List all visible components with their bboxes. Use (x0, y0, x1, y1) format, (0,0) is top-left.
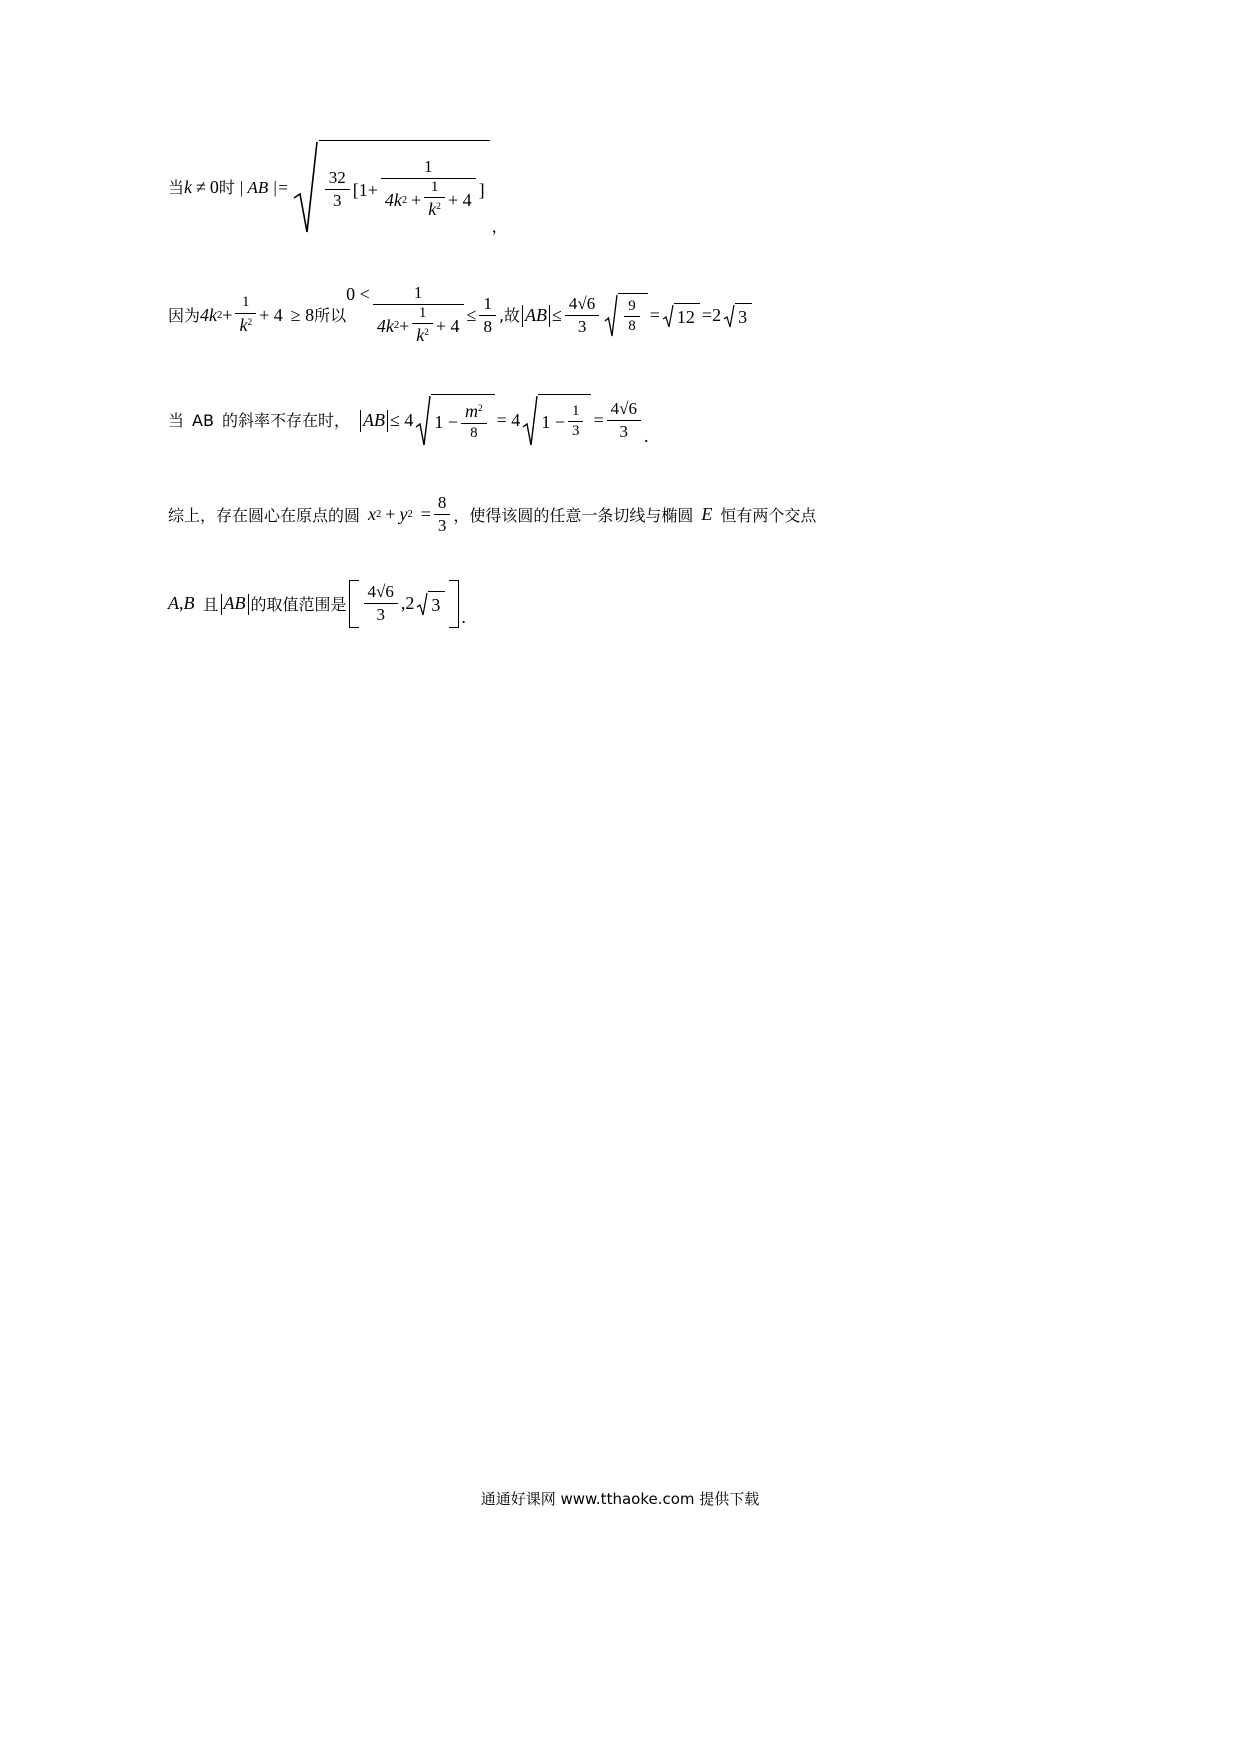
k-sym: k (416, 324, 425, 345)
line2-frac1-den (235, 315, 256, 336)
fraction-bar (565, 315, 599, 316)
line3-dang: 当 (168, 411, 185, 431)
one-minus: 1 − (434, 411, 458, 432)
line3-eq4: = 4 (496, 410, 521, 431)
num: 4√6 (610, 399, 637, 418)
page-footer: 通通好课网 www.tthaoke.com 提供下载 (480, 1490, 760, 1508)
line2-leq2: ≤ (552, 305, 562, 326)
den: 3 (571, 423, 580, 440)
fraction-bar (461, 423, 487, 424)
line2-eq2: = (701, 305, 713, 326)
bracket-left-icon (349, 580, 359, 628)
line3-xielv: 的斜率不存在时， (221, 411, 350, 431)
line1-zero: 0 (209, 177, 219, 198)
fraction-bar (235, 313, 256, 314)
line3-period: . (643, 426, 649, 447)
line5-A: A (168, 593, 179, 614)
line2-frac4-num: 4√6 (568, 293, 596, 313)
line4-E: E (701, 504, 713, 525)
line4-frac-8-3 (434, 493, 451, 535)
abs-bar (522, 305, 523, 326)
line5-abs-ab (219, 593, 251, 615)
math-line-4: 综上，存在圆心在原点的圆 x 2 + y 2 = $\frac{8}{3}$ ，使得该圆的任意一条切线与椭圆 E 恒有两个交点 (168, 493, 817, 535)
fraction-bar (325, 189, 350, 190)
abs-bar (221, 594, 222, 615)
abs-bar (360, 410, 361, 431)
line2-frac3-den: 8 (483, 316, 492, 336)
line2-frac3 (479, 294, 496, 336)
radical-sign-icon (293, 140, 319, 236)
k-sym: k (239, 314, 248, 335)
line2-sqrt-9-8 (604, 293, 648, 339)
one-minus: 1 − (541, 411, 565, 432)
line5-B: B (183, 593, 195, 614)
den: 3 (376, 604, 385, 624)
line1-inner-den-a: 4k (384, 190, 402, 211)
radical-sign-icon (416, 591, 428, 617)
line5-sqrt-3 (416, 591, 445, 617)
line5-interval-inner (359, 580, 450, 628)
line2-suoyi: 所以 (314, 306, 347, 326)
line2-frac1 (235, 294, 256, 336)
line1-var-k: k (184, 177, 193, 198)
line2-sqrt-12 (662, 303, 700, 329)
den (412, 325, 433, 346)
k-sym: k (428, 199, 437, 220)
line5-sqrt3-body (428, 591, 445, 617)
line2-abs-ab (520, 305, 552, 327)
line4-tail: ，使得该圆的任意一条切线与椭圆 (453, 505, 694, 525)
line1-inner-frac (381, 157, 476, 221)
line2-sqrt-body (618, 293, 648, 339)
den: 8 (470, 425, 478, 442)
line5-interval (349, 580, 460, 628)
line2-frac2-den-a: 4k (376, 315, 394, 336)
fraction-bar (434, 514, 451, 515)
num: 1 (571, 402, 580, 419)
line2-frac2 (373, 283, 464, 347)
line4-x: x (368, 504, 377, 525)
line3-sqrt2-body (538, 394, 591, 448)
line3-leq4: ≤ 4 (389, 410, 414, 431)
line3-sqrt-1 (415, 394, 494, 448)
abs-bar (549, 305, 550, 326)
ab-label: AB (223, 593, 246, 614)
line2-frac2-num: 1 (413, 283, 423, 302)
line4-y: y (399, 504, 408, 525)
fraction-bar (568, 421, 584, 422)
line1-inner-den-tail: + 4 (447, 190, 472, 211)
line5-lower-bound (364, 582, 398, 624)
num: 9 (628, 297, 636, 314)
den: 8 (628, 318, 636, 335)
line2-sqrt3-body (735, 303, 752, 329)
document-body (168, 140, 1068, 662)
abs-bar (387, 410, 388, 431)
line3-eq2: = (593, 410, 604, 431)
line5-qie: 且 (202, 594, 219, 614)
line1-inner-den-frac-den (424, 199, 445, 220)
fraction-bar (624, 316, 640, 317)
fraction-bar (607, 420, 641, 421)
line2-frac3-num: 1 (483, 293, 492, 313)
line3-frac-1-3 (568, 403, 584, 441)
k-exp: 2 (247, 317, 253, 328)
fraction-bar (364, 603, 398, 604)
line2-zero-lt: 0 < (346, 284, 370, 304)
line2-frac2-den-frac (412, 305, 433, 347)
line3-sqrt-2 (522, 394, 591, 448)
line4-zongshang: 综上，存在圆心在原点的圆 (168, 505, 361, 525)
line1-frac-den: 3 (332, 191, 342, 210)
line2-gu: ,故 (498, 306, 521, 326)
line2-plus4: + 4 (259, 305, 283, 326)
line2-sqrt-frac (624, 298, 640, 336)
m-exp: 2 (478, 403, 483, 414)
math-line-5 (168, 580, 1068, 628)
radical-sign-icon (604, 293, 618, 339)
abs-bar (248, 594, 249, 615)
fraction-bar (424, 197, 445, 198)
line1-inner-num: 1 (423, 157, 433, 177)
line1-comma: ， (491, 216, 508, 236)
radical-sign-icon (415, 394, 431, 448)
radical-sign-icon (662, 303, 674, 329)
num: 4√6 (367, 582, 394, 602)
line5-comma: , (179, 593, 184, 614)
k-exp: 2 (436, 202, 441, 213)
line4-plus: + (385, 504, 396, 525)
line2-sqrt12-body (674, 303, 700, 329)
line1-bracket-close: ] (478, 179, 485, 200)
line1-radicand (319, 140, 490, 236)
line1-frac-32-3 (325, 168, 350, 210)
line2-frac2-den-plus: + (399, 315, 410, 336)
line2-leq: ≤ (466, 305, 477, 326)
fraction-bar (479, 315, 496, 316)
line1-inner-den-plus: + (411, 190, 422, 211)
line2-frac4-den: 3 (577, 316, 587, 336)
math-line-2: 因为 4k 2 + $\frac{1}{k^2}$ + 4 ≥ 8 所以 0 < 1 4k 2 + $\frac{1}{k^2}$ + 4 ≤ $\frac{1}{8}$ ,故 AB ≤ $\frac{4√6}{3}$ $\frac{9}{8}$ = 12 = 2 3 (168, 284, 1068, 348)
line2-yinwei: 因为 (168, 306, 201, 326)
line1-inner-den-frac (424, 179, 445, 221)
line2-frac2-den-tail: + 4 (435, 315, 460, 336)
line2-two: 2 (712, 305, 722, 326)
line2-plus: + (222, 305, 233, 326)
ab-label: AB (362, 410, 385, 431)
k-exp: 2 (424, 327, 429, 338)
line4-tail2: 恒有两个交点 (720, 505, 817, 525)
line1-bracket-open: [1+ (352, 179, 378, 200)
m-sym: m (465, 400, 478, 421)
line3-sqrt1-body (431, 394, 494, 448)
line2-frac2-den: 4k 2 + $\frac{1}{k^2}$ + 4 (376, 304, 460, 345)
line2-frac1-num: 1 (242, 294, 250, 311)
line1-abs-ab: | AB |= (238, 177, 289, 197)
line5-mid: ,2 (400, 593, 415, 614)
radical-sign-icon (723, 303, 735, 329)
bracket-right-icon (449, 580, 459, 628)
num (461, 401, 487, 422)
line4-eq: = (420, 504, 431, 525)
line3-result-frac (607, 399, 641, 441)
num: 1 (418, 304, 427, 321)
line2-geq8: ≥ 8 (290, 305, 315, 326)
three: 3 (431, 594, 441, 615)
line1-prefix: 当 (168, 178, 185, 198)
line2-expr-a: 4k (200, 305, 218, 326)
three: 3 (738, 306, 748, 327)
twelve: 12 (676, 306, 695, 327)
den: 3 (619, 421, 629, 441)
line1-neq: ≠ (196, 177, 206, 198)
line2-sqrt-3 (723, 303, 752, 329)
line1-sqrt (293, 140, 490, 236)
num: 8 (437, 493, 447, 513)
line1-inner-den: 4k 2 + $\frac{1}{k^2}$ + 4 (384, 179, 472, 220)
den: 3 (437, 515, 447, 535)
line5-period: . (461, 606, 466, 627)
ab-label: AB (525, 305, 548, 326)
line1-inner-den-frac-num: 1 (430, 179, 439, 196)
line2-frac4 (565, 294, 599, 336)
line2-eq: = (649, 305, 660, 326)
line3-abs-ab (358, 410, 390, 432)
fraction-bar (412, 323, 433, 324)
line1-frac-num: 32 (328, 168, 346, 188)
math-line-1 (168, 140, 1068, 236)
radical-sign-icon (522, 394, 538, 448)
line5-quzhi: 的取值范围是 (250, 594, 347, 614)
line3-ab-label: AB (192, 411, 214, 431)
line1-shi: 时 (218, 178, 235, 198)
line3-frac-m2-8 (461, 401, 487, 443)
math-line-3 (168, 394, 1068, 448)
